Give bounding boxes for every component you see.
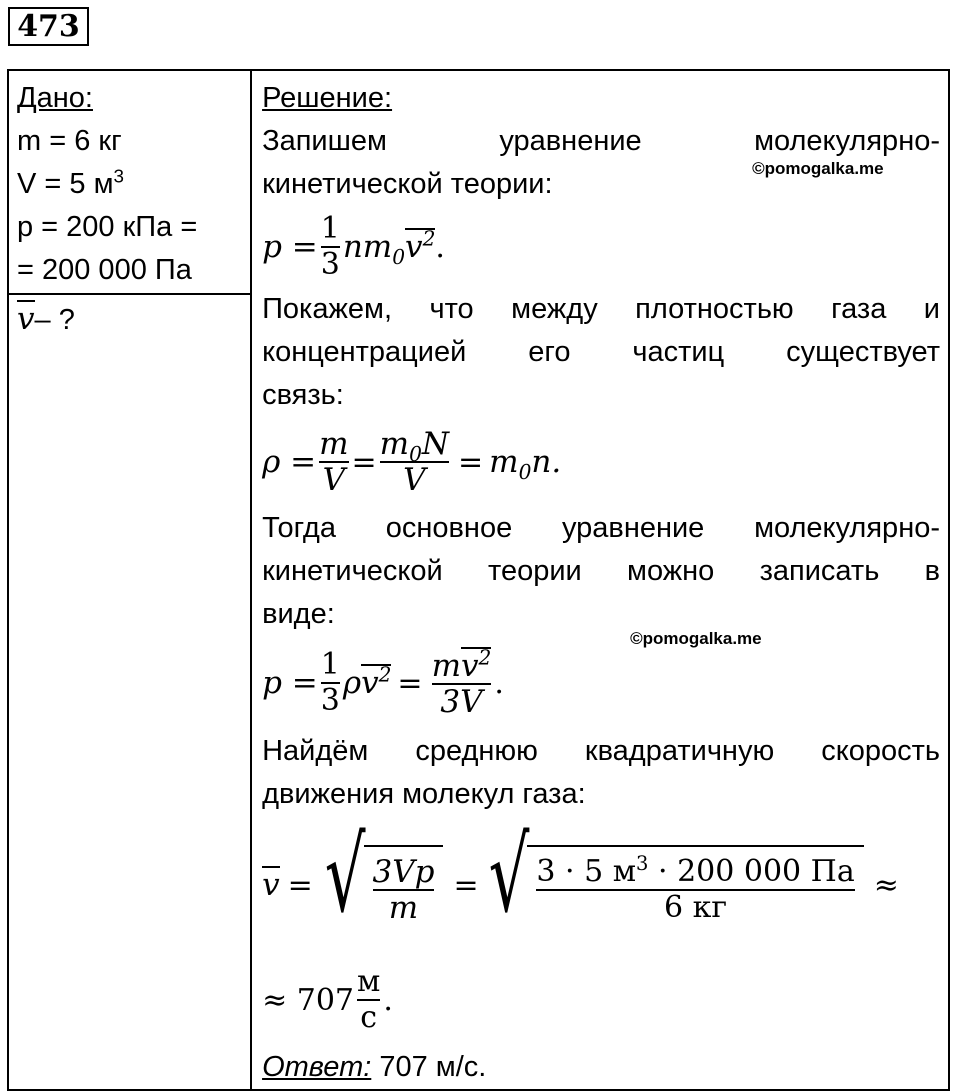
formula-pressure-density: p = $\frac{1}{3}$ $\rho v^2$ = $\frac{mv^2}{3V}$ . [262,645,504,720]
solution-text-2b: концентрацией его частиц существует [262,336,940,368]
answer-line: Ответ: 707 м/с. [262,1051,487,1083]
solution-cell [251,70,949,1090]
find-line: v– ? [17,301,75,337]
given-pressure: p = 200 кПа = [17,211,198,243]
sqrt-symbolic: √ $\frac{3Vp}{m}$ [325,845,444,925]
solution-text-2c: связь: [262,379,344,411]
solution-text-3b: кинетической теории можно записать в [262,555,940,587]
solution-text-4b: движения молекул газа: [262,778,586,810]
formula-pressure-mkt: p = $\frac{1}{3}$ $nm_0v^2$ . [262,211,445,282]
solution-text-4a: Найдём среднюю квадратичную скорость [262,735,940,767]
given-mass: m = 6 кг [17,125,122,157]
solution-text-2a: Покажем, что между плотностью газа и [262,293,940,325]
solution-text-3c: виде: [262,598,335,630]
solution-text-1a: Запишем уравнение молекулярно- [262,125,940,157]
solution-table [7,69,950,1091]
sqrt-numeric: √ $\frac{3 \cdot 5 м^3 \cdot 200 000 Па}{6 кг}$ [489,845,864,925]
given-cell [8,70,251,294]
solution-text-1b: кинетической теории: [262,168,553,200]
formula-result: ≈ 707 $\frac{м}{с}$ . [262,964,393,1035]
given-volume: V = 5 $м^3$ [17,165,124,200]
formula-rms-speed: v = √ $\frac{3Vp}{m}$ = √ $\frac{3 \cdot 5 м^3 \cdot 200 000 Па}{6 кг}$ ≈ [262,817,899,937]
solution-header: Решение: [262,82,393,114]
formula-density: ρ = $\frac{m}{V}$ = $\frac{m_0N}{V}$ = $m_0n$. [262,426,562,498]
problem-number: 473 [8,7,89,46]
watermark-1: ©pomogalka.me [752,159,884,178]
watermark-2: ©pomogalka.me [630,629,762,648]
solution-text-3a: Тогда основное уравнение молекулярно- [262,512,940,544]
given-header: Дано: [17,82,93,114]
find-cell [8,294,251,1090]
given-pressure-pa: = 200 000 Па [17,254,192,286]
